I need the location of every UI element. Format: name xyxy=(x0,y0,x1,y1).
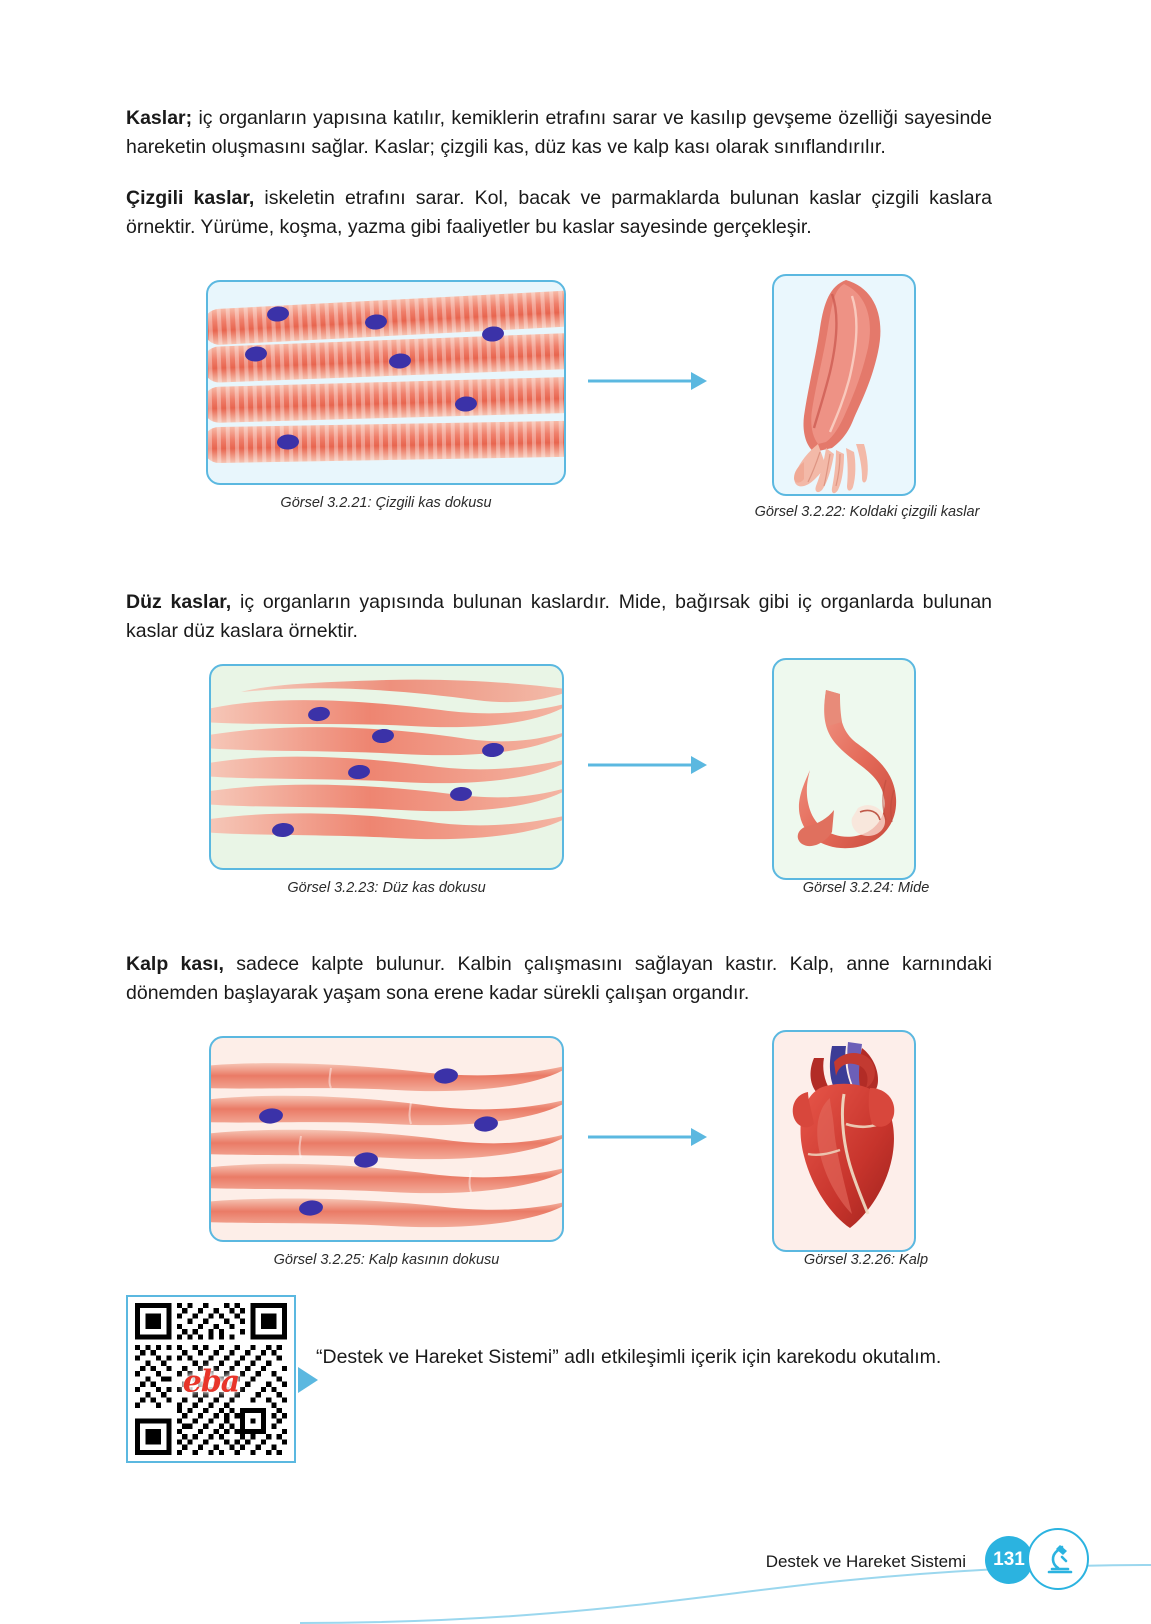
figure-caption: Görsel 3.2.21: Çizgili kas dokusu xyxy=(280,495,492,511)
arm-muscles-illustration xyxy=(774,276,916,496)
paragraph-body: iç organların yapısında bulunan kaslardır. Mide, bağırsak gibi iç organlarda bulunan kaslar düz kaslara örnektir. xyxy=(126,591,993,642)
figure-row-cardiac xyxy=(126,1036,992,1286)
paragraph-duz-kaslar-wrap xyxy=(126,588,992,668)
figure-stomach xyxy=(772,658,916,880)
paragraph-cizgili-kaslar xyxy=(126,184,992,242)
page-number-badge: 131 xyxy=(985,1536,1033,1584)
eba-logo: eba xyxy=(182,1364,240,1400)
skeletal-muscle-tissue-illustration xyxy=(208,282,566,485)
qr-code[interactable] xyxy=(126,1295,296,1463)
figure-smooth-muscle-tissue xyxy=(209,664,564,870)
microscope-icon xyxy=(1027,1528,1089,1590)
page-content xyxy=(126,104,992,263)
paragraph-lead: Düz kaslar, xyxy=(126,591,232,613)
figure-row-skeletal xyxy=(126,280,992,530)
paragraph-kalp-kasi-wrap xyxy=(126,950,992,1030)
footer-chapter-title: Destek ve Hareket Sistemi xyxy=(765,1552,966,1571)
paragraph-kalp-kasi xyxy=(126,950,992,1008)
paragraph-body: iskeletin etrafını sarar. Kol, bacak ve parmaklarda bulunan kaslar çizgili kaslara örnektir. Yürüme, koşma, yazma gibi faaliyetler bu kaslar sayesinde gerçekleşir. xyxy=(126,186,992,238)
figure-skeletal-muscle-tissue xyxy=(206,280,566,485)
paragraph-body: sadece kalpte bulunur. Kalbin çalışmasını sağlayan kastır. Kalp, anne karnındaki dönemden başlayarak yaşam sona erene kadar sürekli çalışan organdır. xyxy=(126,953,992,1004)
cardiac-muscle-tissue-illustration xyxy=(211,1038,564,1242)
figure-heart xyxy=(772,1030,916,1252)
page-footer xyxy=(0,1504,1151,1624)
paragraph-lead: Çizgili kaslar, xyxy=(126,186,255,209)
figure-arm-muscles xyxy=(772,274,916,496)
paragraph-lead: Kaslar; xyxy=(126,107,193,129)
paragraph-lead: Kalp kası, xyxy=(126,953,224,975)
heart-illustration xyxy=(774,1032,916,1252)
smooth-muscle-tissue-illustration xyxy=(211,666,564,870)
qr-pointer-arrow-icon xyxy=(298,1367,318,1393)
figure-caption: Görsel 3.2.23: Düz kas dokusu xyxy=(287,880,486,896)
figure-cardiac-muscle-tissue xyxy=(209,1036,564,1242)
arrow-smooth xyxy=(588,752,706,778)
stomach-illustration xyxy=(774,660,916,880)
figure-caption: Görsel 3.2.22: Koldaki çizgili kaslar xyxy=(754,504,980,520)
footer-curve-decoration xyxy=(0,1504,1151,1624)
figure-caption: Görsel 3.2.24: Mide xyxy=(802,880,930,896)
arrow-cardiac xyxy=(588,1124,706,1150)
figure-caption: Görsel 3.2.25: Kalp kasının dokusu xyxy=(273,1252,500,1268)
paragraph-body: iç organların yapısına katılır, kemiklerin etrafını sarar ve kasılıp gevşeme özelliği sayesinde hareketin oluşmasını sağlar. Kaslar; çizgili kas, düz kas ve kalp kası olarak sınıflandırılır. xyxy=(126,107,992,158)
figure-row-smooth xyxy=(126,664,992,914)
paragraph-kaslar xyxy=(126,104,992,162)
paragraph-duz-kaslar xyxy=(126,588,992,646)
figure-caption: Görsel 3.2.26: Kalp xyxy=(803,1252,929,1268)
arrow-skeletal xyxy=(588,368,706,394)
qr-instruction-text: “Destek ve Hareket Sistemi” adlı etkileşimli içerik için karekodu okutalım. xyxy=(316,1346,942,1368)
